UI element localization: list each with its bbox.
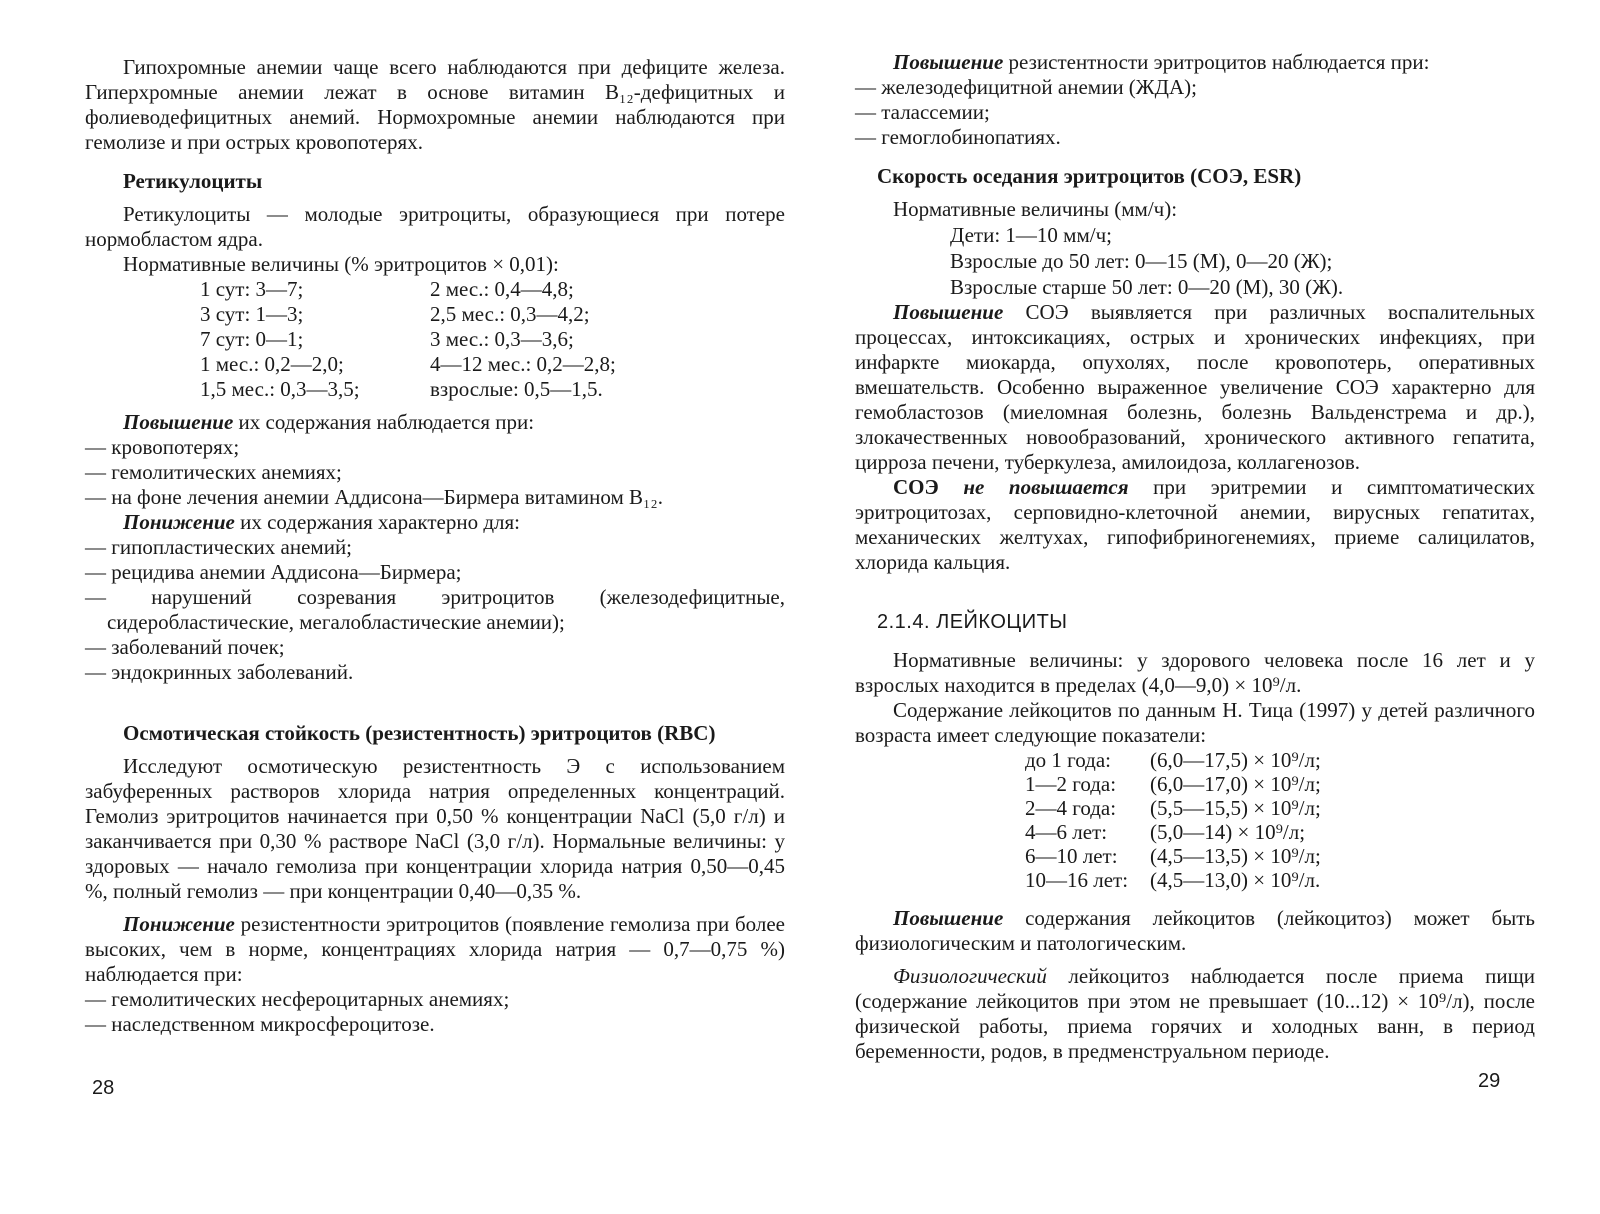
inc-word: Повышение (893, 50, 1004, 74)
list-item: — гемолитических анемиях; (85, 460, 785, 485)
paragraph-leukocytosis (855, 906, 1535, 956)
list-item: — на фоне лечения анемии Аддисона—Бирмера витамином B₁₂. (85, 485, 785, 510)
esr-not-rest: при эритремии и симптоматических эритроцитозах, серповидно-клеточной анемии, вирусных гепатитах, механических желтухах, гипофибриногенемиях, приеме салицилатов, хлорида кальция. (855, 475, 1535, 574)
paragraph-reticulocytes-def: Ретикулоциты — молодые эритроциты, образующиеся при потере нормобластом ядра. (85, 202, 785, 251)
norm-cell: 3 сут: 1—3; (200, 302, 304, 326)
page-number-left: 28 (92, 1077, 115, 1099)
esr-inc-word: Повышение (893, 300, 1004, 324)
decrease-list (85, 535, 785, 685)
increase-rest: их содержания наблюдается при: (233, 410, 535, 434)
inc-rest: резистентности эритроцитов наблюдается при: (1003, 50, 1430, 74)
leukocyte-cell: 4—6 лет: (1025, 820, 1108, 844)
norm-cell: 1,5 мес.: 0,3—3,5; (200, 377, 360, 401)
norm-cell: 7 сут: 0—1; (200, 327, 304, 351)
page-number-right: 29 (1478, 1070, 1501, 1092)
increase-word: Повышение (123, 410, 234, 434)
esr-norm-line: Взрослые до 50 лет: 0—15 (М), 0—20 (Ж); (950, 249, 1333, 273)
esr-inc-rest: СОЭ выявляется при различных воспалительных процессах, интоксикациях, острых и хронических инфекциях, при инфаркте миокарда, опухолях, после кровопотерь, оперативных вмешательств. Особенно выраженное увеличение СОЭ характерно для гемобластозов (миеломная болезнь, болезнь Вальденстрема и др.), злокачественных новообразований, хронического активного гепатита, цирроза печени, туберкулеза, амилоидоза, коллагенозов. (855, 300, 1535, 474)
leukocyte-cell: (5,5—15,5) × 10⁹/л; (1150, 796, 1321, 820)
leukocyte-cell: (6,0—17,5) × 10⁹/л; (1150, 748, 1321, 772)
leukocytosis-rest: содержания лейкоцитов (лейкоцитоз) может быть физиологическим и патологическим. (855, 906, 1535, 955)
norm-cell: 2,5 мес.: 0,3—4,2; (430, 302, 590, 326)
esr-norms (950, 222, 1535, 300)
leukocyte-cell: (6,0—17,0) × 10⁹/л; (1150, 772, 1321, 796)
reticulocytes-norm-intro: Нормативные величины (% эритроцитов × 0,01): (123, 252, 559, 276)
leukocyte-cell: 2—4 года: (1025, 796, 1117, 820)
paragraph-osmotic-decrease (85, 912, 785, 987)
osmotic-decrease-list (85, 987, 785, 1037)
esr-norm-intro: Нормативные величины (мм/ч): (893, 197, 1178, 221)
leukocyte-age-table (1025, 748, 1535, 892)
leukocytosis-word: Повышение (893, 906, 1004, 930)
list-item: — железодефицитной анемии (ЖДА); (855, 75, 1535, 100)
decrease-rest: их содержания характерно для: (234, 510, 520, 534)
list-item: — наследственном микросфероцитозе. (85, 1012, 785, 1037)
leukocyte-cell: 1—2 года: (1025, 772, 1117, 796)
osm-decrease-rest: резистентности эритроцитов (появление гемолиза при более высоких, чем в норме, концентрациях хлорида натрия — 0,7—0,75 %) наблюдается при: (85, 912, 785, 986)
norm-cell: взрослые: 0,5—1,5. (430, 377, 603, 401)
list-item: — нарушений созревания эритроцитов (железодефицитные, сидеробластические, мегалобластические анемии); (85, 585, 785, 635)
list-item: — заболеваний почек; (85, 635, 785, 660)
heading-reticulocytes: Ретикулоциты (123, 169, 263, 193)
leukocyte-cell: (5,0—14) × 10⁹/л; (1150, 820, 1306, 844)
paragraph-leuk-tica: Содержание лейкоцитов по данным Н. Тица (1997) у детей различного возраста имеет следующие показатели: (855, 698, 1535, 747)
decrease-word: Понижение (123, 510, 235, 534)
page-right (855, 50, 1535, 1064)
esr-not-word: не повышается (963, 475, 1129, 499)
paragraph-esr-not (855, 475, 1535, 575)
heading-osmotic: Осмотическая стойкость (резистентность) эритроцитов (RBC) (123, 721, 716, 745)
increase-list (85, 435, 785, 510)
paragraph-resistance-increase (855, 50, 1535, 75)
paragraph-osmotic: Исследуют осмотическую резистентность Э с использованием забуференных растворов хлорида натрия определенных концентраций. Гемолиз эритроцитов начинается при 0,50 % концентрации NaCl (5,0 г/л) и заканчивается при 0,30 % растворе NaCl (3,0 г/л). Нормальные величины: у здоровых — начало гемолиза при концентрации хлорида натрия 0,50—0,45 %, полный гемолиз — при концентрации 0,40—0,35 %. (85, 754, 785, 903)
leukocyte-cell: (4,5—13,0) × 10⁹/л. (1150, 868, 1321, 892)
leukocyte-cell: (4,5—13,5) × 10⁹/л; (1150, 844, 1321, 868)
paragraph-increase (85, 410, 785, 435)
phys-word: Физиологический (893, 964, 1047, 988)
list-item: — гемоглобинопатиях. (855, 125, 1535, 150)
esr-norm-line: Дети: 1—10 мм/ч; (950, 223, 1112, 247)
esr-not-lead: СОЭ (893, 475, 964, 499)
paragraph-physiological (855, 964, 1535, 1064)
leukocyte-cell: до 1 года: (1025, 748, 1112, 772)
phys-rest: лейкоцитоз наблюдается после приема пищи (содержание лейкоцитов при этом не превышает (10...12) × 10⁹/л), после физической работы, приема горячих и холодных ванн, в период беременности, родов, в предменструальном периоде. (855, 964, 1535, 1063)
heading-esr: Скорость оседания эритроцитов (СОЭ, ESR) (877, 164, 1302, 188)
list-item: — гипопластических анемий; (85, 535, 785, 560)
list-item: — рецидива анемии Аддисона—Бирмера; (85, 560, 785, 585)
paragraph-esr-increase (855, 300, 1535, 475)
esr-norm-line: Взрослые старше 50 лет: 0—20 (М), 30 (Ж). (950, 275, 1344, 299)
paragraph-leuk-norm: Нормативные величины: у здорового человека после 16 лет и у взрослых находится в пределах (4,0—9,0) × 10⁹/л. (855, 648, 1535, 697)
leukocyte-cell: 10—16 лет: (1025, 868, 1129, 892)
paragraph-decrease (85, 510, 785, 535)
paragraph-anemia-types: Гипохромные анемии чаще всего наблюдаются при дефиците железа. Гиперхромные анемии лежат в основе витамин B₁₂-дефицитных и фолиеводефицитных анемий. Нормохромные анемии наблюдаются при гемолизе и при острых кровопотерях. (85, 55, 785, 154)
resistance-increase-list (855, 75, 1535, 150)
list-item: — гемолитических несфероцитарных анемиях; (85, 987, 785, 1012)
section-heading-leukocytes: 2.1.4. ЛЕЙКОЦИТЫ (877, 611, 1068, 633)
norm-cell: 1 сут: 3—7; (200, 277, 304, 301)
list-item: — эндокринных заболеваний. (85, 660, 785, 685)
list-item: — талассемии; (855, 100, 1535, 125)
reticulocytes-norms-table (200, 277, 785, 402)
osm-decrease-word: Понижение (123, 912, 235, 936)
norm-cell: 2 мес.: 0,4—4,8; (430, 277, 574, 301)
page-left (85, 55, 785, 1037)
list-item: — кровопотерях; (85, 435, 785, 460)
norm-cell: 4—12 мес.: 0,2—2,8; (430, 352, 616, 376)
norm-cell: 1 мес.: 0,2—2,0; (200, 352, 344, 376)
leukocyte-cell: 6—10 лет: (1025, 844, 1118, 868)
norm-cell: 3 мес.: 0,3—3,6; (430, 327, 574, 351)
